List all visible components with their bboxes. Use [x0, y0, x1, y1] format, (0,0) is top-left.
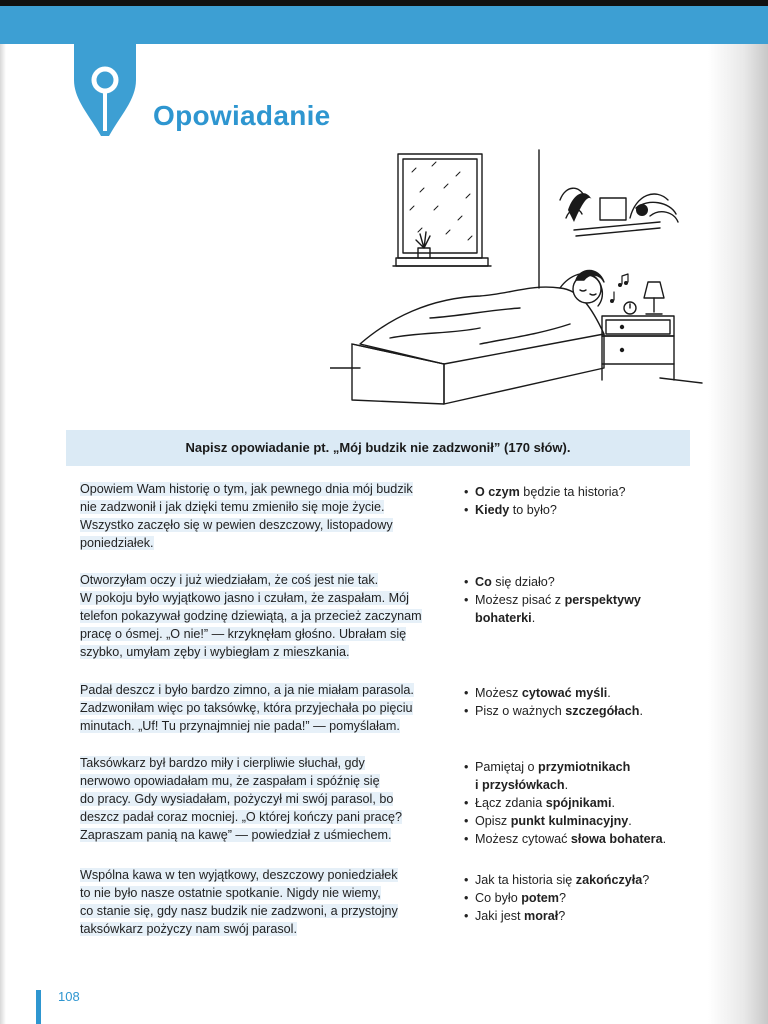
tip-item: • Jaki jest morał? — [464, 907, 704, 925]
story-line: nerwowo opowiadałam mu, że zaspałam i spóźnię się — [80, 774, 380, 788]
story-line: Zadzwoniłam więc po taksówkę, która przyjechała po pięciu — [80, 701, 413, 715]
story-line: Opowiem Wam historię o tym, jak pewnego dnia mój budzik — [80, 482, 413, 496]
tip-item: • Pamiętaj o przymiotnikach — [464, 758, 704, 776]
tip-item: • Opisz punkt kulminacyjny. — [464, 812, 704, 830]
tip-item: i przysłówkach. — [475, 778, 569, 792]
story-paragraph — [80, 754, 442, 844]
tip-group — [464, 871, 704, 925]
tip-item: • Łącz zdania spójnikami. — [464, 794, 704, 812]
story-line: Wspólna kawa w ten wyjątkowy, deszczowy poniedziałek — [80, 868, 398, 882]
tip-item: • Co się działo? — [464, 573, 704, 591]
tip-group — [464, 483, 704, 519]
story-line: to nie było nasze ostatnie spotkanie. Nigdy nie wiemy, — [80, 886, 381, 900]
story-line: szybko, umyłam zęby i wybiegłam z mieszkania. — [80, 645, 350, 659]
left-page-edge — [0, 44, 6, 1024]
tip-item: • O czym będzie ta historia? — [464, 483, 704, 501]
story-line: pracę o ósmej. „O nie!” — krzyknęłam głośno. Ubrałam się — [80, 627, 407, 641]
story-line: Zapraszam panią na kawę” — powiedział z uśmiechem. — [80, 828, 392, 842]
story-paragraph — [80, 480, 442, 552]
page-number: 108 — [58, 989, 80, 1004]
top-dark-edge — [0, 0, 768, 6]
right-page-shadow — [708, 44, 768, 1024]
story-line: Padał deszcz i było bardzo zimno, a ja nie miałam parasola. — [80, 683, 414, 697]
tip-group — [464, 573, 704, 627]
tip-item: • Możesz cytować myśli. — [464, 684, 704, 702]
tip-item: bohaterki. — [475, 611, 536, 625]
story-line: minutach. „Uf! Tu przynajmniej nie pada!” — pomyślałam. — [80, 719, 400, 733]
page-title: Opowiadanie — [153, 100, 331, 131]
tip-item: • Kiedy to było? — [464, 501, 704, 519]
story-line: telefon pokazywał godzinę dziewiątą, a ja przecież zaczynam — [80, 609, 422, 623]
story-line: nie zadzwonił i jak dzięki temu zmieniło się moje życie. — [80, 500, 385, 514]
tip-item: • Jak ta historia się zakończyła? — [464, 871, 704, 889]
bedroom-illustration — [330, 148, 705, 410]
story-paragraph — [80, 866, 442, 938]
tip-group — [464, 684, 704, 720]
tip-item: • Pisz o ważnych szczegółach. — [464, 702, 704, 720]
tip-group — [464, 758, 704, 848]
story-line: Wszystko zaczęło się w pewien deszczowy, listopadowy — [80, 518, 393, 532]
page-marker — [36, 990, 41, 1024]
story-line: do pracy. Gdy wysiadałam, pożyczył mi swój parasol, bo — [80, 792, 394, 806]
tip-item: • Możesz cytować słowa bohatera. — [464, 830, 704, 848]
story-line: Otworzyłam oczy i już wiedziałam, że coś jest nie tak. — [80, 573, 379, 587]
story-paragraph — [80, 681, 442, 735]
story-line: co stanie się, gdy nasz budzik nie zadzwoni, a przystojny — [80, 904, 398, 918]
task-instruction: Napisz opowiadanie pt. „Mój budzik nie zadzwonił” (170 słów). — [185, 440, 571, 455]
story-line: taksówkarz pożyczy nam swój parasol. — [80, 922, 297, 936]
story-paragraph — [80, 571, 442, 661]
tip-item: • Co było potem? — [464, 889, 704, 907]
story-line: poniedziałek. — [80, 536, 154, 550]
story-line: Taksówkarz był bardzo miły i cierpliwie słuchał, gdy — [80, 756, 365, 770]
fountain-pen-nib-icon — [72, 30, 138, 138]
story-line: deszcz padał coraz mocniej. „O której kończy pani pracę? — [80, 810, 402, 824]
story-line: W pokoju było wyjątkowo jasno i czułam, że zaspałam. Mój — [80, 591, 409, 605]
tip-item: • Możesz pisać z perspektywy — [464, 591, 704, 609]
